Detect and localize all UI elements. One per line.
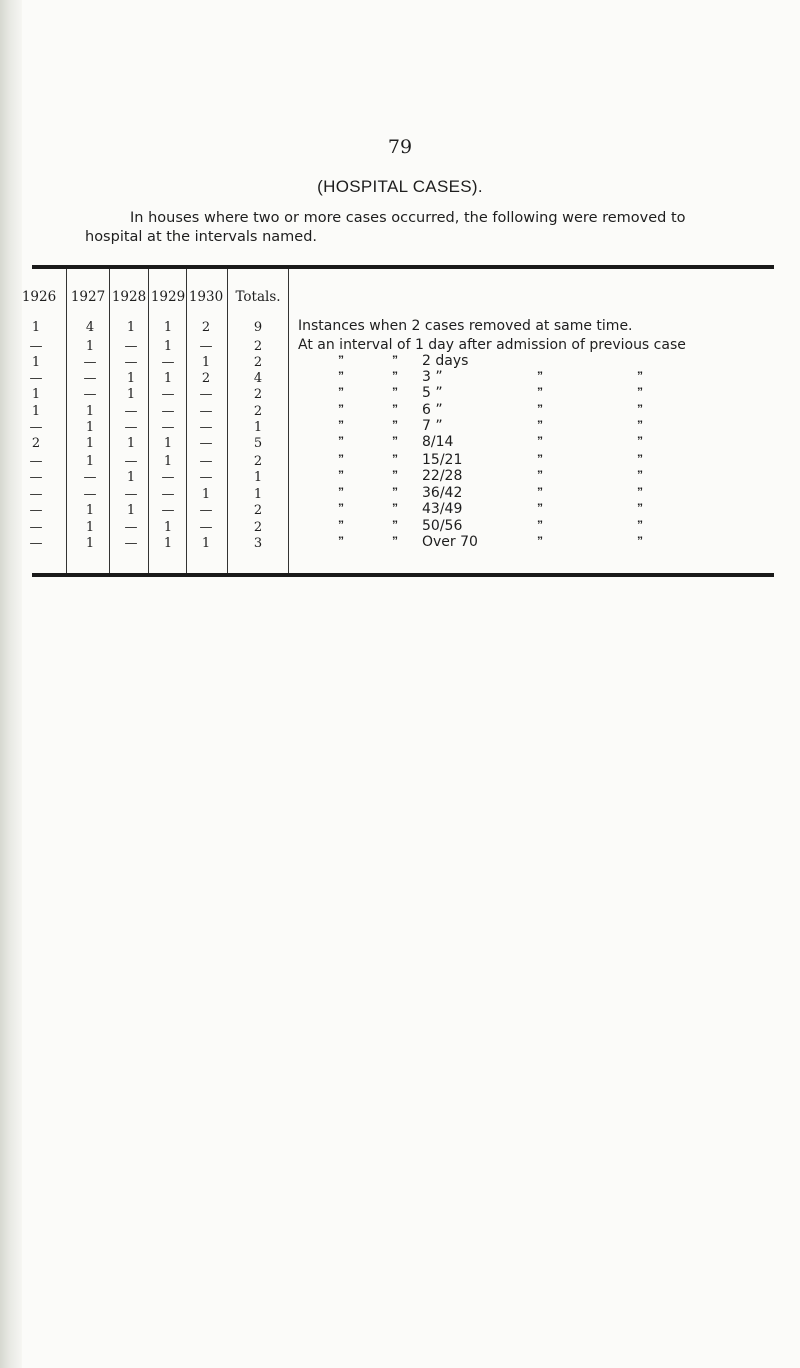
table-cell: —: [199, 520, 213, 535]
table-cell: 1: [85, 520, 95, 535]
table-cell: —: [199, 387, 213, 402]
table-cell: 1: [126, 387, 136, 402]
table-cell: —: [161, 503, 175, 518]
ditto-mark: ”: [392, 369, 398, 383]
table-cell: 1: [163, 520, 173, 535]
column-divider: [66, 269, 67, 573]
table-cell: —: [29, 520, 43, 535]
table-cell: 1: [163, 371, 173, 386]
table-cell: —: [199, 436, 213, 451]
ditto-mark: ”: [392, 434, 398, 448]
interval-label: 15/21: [422, 452, 463, 468]
table-cell: 2: [253, 387, 263, 402]
ditto-mark: ”: [392, 534, 398, 548]
table-cell: 4: [85, 320, 95, 335]
table-cell: 9: [253, 320, 263, 335]
interval-label: 5 ”: [422, 385, 443, 401]
table-cell: 1: [253, 420, 263, 435]
ditto-mark: ”: [537, 518, 543, 532]
ditto-mark: ”: [637, 402, 643, 416]
ditto-mark: ”: [537, 385, 543, 399]
ditto-mark: ”: [537, 369, 543, 383]
table-cell: 2: [31, 436, 41, 451]
table-cell: 2: [253, 454, 263, 469]
ditto-mark: ”: [338, 385, 344, 399]
table-cell: 1: [126, 503, 136, 518]
page-number: 79: [387, 136, 413, 158]
table-cell: —: [199, 470, 213, 485]
table-cell: 1: [201, 355, 211, 370]
interval-label: 8/14: [422, 434, 454, 450]
table-cell: 1: [253, 470, 263, 485]
table-bottom-rule: [32, 573, 774, 577]
table-cell: 1: [163, 339, 173, 354]
ditto-mark: ”: [338, 434, 344, 448]
table-cell: 1: [85, 536, 95, 551]
ditto-mark: ”: [637, 434, 643, 448]
table-cell: —: [124, 355, 138, 370]
table-cell: —: [161, 404, 175, 419]
ditto-mark: ”: [637, 534, 643, 548]
ditto-mark: ”: [637, 369, 643, 383]
table-cell: —: [124, 536, 138, 551]
row-description: Instances when 2 cases removed at same time.: [298, 318, 633, 334]
table-cell: 1: [126, 371, 136, 386]
table-cell: —: [29, 420, 43, 435]
table-cell: 4: [253, 371, 263, 386]
column-divider: [288, 269, 289, 573]
ditto-mark: ”: [392, 468, 398, 482]
table-cell: 1: [163, 320, 173, 335]
ditto-mark: ”: [637, 518, 643, 532]
table-cell: —: [83, 487, 97, 502]
table-cell: 5: [253, 436, 263, 451]
table-cell: 1: [31, 387, 41, 402]
table-cell: 1: [201, 487, 211, 502]
ditto-mark: ”: [338, 534, 344, 548]
table-cell: 1: [31, 320, 41, 335]
interval-label: 3 ”: [422, 369, 443, 385]
ditto-mark: ”: [392, 485, 398, 499]
ditto-mark: ”: [537, 418, 543, 432]
ditto-mark: ”: [392, 353, 398, 367]
interval-label: 6 ”: [422, 402, 443, 418]
table-cell: —: [29, 470, 43, 485]
ditto-mark: ”: [338, 369, 344, 383]
table-cell: 1: [85, 436, 95, 451]
ditto-mark: ”: [637, 501, 643, 515]
table-cell: 1: [85, 339, 95, 354]
table-cell: —: [124, 420, 138, 435]
table-cell: 1: [253, 487, 263, 502]
table-cell: —: [199, 339, 213, 354]
table-cell: —: [29, 339, 43, 354]
table-top-rule: [32, 265, 774, 269]
table-cell: —: [199, 420, 213, 435]
ditto-mark: ”: [338, 468, 344, 482]
ditto-mark: ”: [537, 434, 543, 448]
table-cell: 2: [201, 371, 211, 386]
column-header-1926: 1926: [21, 289, 57, 305]
column-divider: [227, 269, 228, 573]
table-cell: —: [161, 387, 175, 402]
ditto-mark: ”: [637, 485, 643, 499]
ditto-mark: ”: [537, 501, 543, 515]
table-cell: —: [83, 371, 97, 386]
column-header-1927: 1927: [70, 289, 106, 305]
interval-label: 2 days: [422, 353, 469, 369]
table-cell: 1: [126, 470, 136, 485]
ditto-mark: ”: [392, 385, 398, 399]
ditto-mark: ”: [338, 518, 344, 532]
ditto-mark: ”: [392, 452, 398, 466]
table-cell: —: [83, 387, 97, 402]
interval-label: Over 70: [422, 534, 478, 550]
table-cell: 1: [126, 436, 136, 451]
table-cell: 1: [31, 404, 41, 419]
table-cell: —: [83, 355, 97, 370]
table-cell: 2: [253, 404, 263, 419]
ditto-mark: ”: [338, 353, 344, 367]
table-cell: 1: [85, 454, 95, 469]
table-cell: —: [124, 487, 138, 502]
table-cell: —: [199, 503, 213, 518]
ditto-mark: ”: [637, 385, 643, 399]
ditto-mark: ”: [537, 402, 543, 416]
table-cell: 2: [253, 355, 263, 370]
table-cell: 1: [31, 355, 41, 370]
table-cell: 1: [85, 503, 95, 518]
table-cell: —: [124, 520, 138, 535]
table-cell: —: [161, 470, 175, 485]
interval-label: 50/56: [422, 518, 463, 534]
column-header-totals: Totals.: [235, 289, 281, 305]
table-cell: 1: [201, 536, 211, 551]
table-cell: —: [199, 404, 213, 419]
table-cell: —: [124, 404, 138, 419]
ditto-mark: ”: [392, 402, 398, 416]
table-cell: —: [83, 470, 97, 485]
ditto-mark: ”: [537, 485, 543, 499]
ditto-mark: ”: [338, 501, 344, 515]
table-cell: 1: [85, 404, 95, 419]
interval-label: 22/28: [422, 468, 463, 484]
table-cell: 1: [163, 454, 173, 469]
table-cell: 3: [253, 536, 263, 551]
page-heading: (HOSPITAL CASES).: [317, 177, 483, 196]
table-cell: —: [29, 487, 43, 502]
table-cell: —: [29, 503, 43, 518]
table-cell: 2: [253, 520, 263, 535]
interval-label: 43/49: [422, 501, 463, 517]
table-cell: 1: [85, 420, 95, 435]
ditto-mark: ”: [338, 485, 344, 499]
table-cell: —: [29, 454, 43, 469]
ditto-mark: ”: [338, 402, 344, 416]
ditto-mark: ”: [637, 452, 643, 466]
table-cell: —: [161, 487, 175, 502]
page-edge: [0, 0, 22, 1368]
table-cell: 1: [126, 320, 136, 335]
table-cell: —: [29, 371, 43, 386]
table-cell: —: [161, 355, 175, 370]
table-cell: 2: [253, 339, 263, 354]
ditto-mark: ”: [392, 518, 398, 532]
table-cell: —: [199, 454, 213, 469]
table-cell: —: [161, 420, 175, 435]
interval-label: 36/42: [422, 485, 463, 501]
table-cell: 1: [163, 436, 173, 451]
ditto-mark: ”: [537, 534, 543, 548]
ditto-mark: ”: [537, 468, 543, 482]
table-cell: —: [124, 454, 138, 469]
table-cell: —: [29, 536, 43, 551]
ditto-mark: ”: [392, 418, 398, 432]
interval-label: 7 ”: [422, 418, 443, 434]
ditto-mark: ”: [637, 468, 643, 482]
intro-paragraph: In houses where two or more cases occurred, the following were removed to hospital at the intervals named.: [85, 210, 686, 245]
ditto-mark: ”: [637, 418, 643, 432]
ditto-mark: ”: [392, 501, 398, 515]
row-description: At an interval of 1 day after admission of previous case: [298, 337, 686, 353]
table-cell: 1: [163, 536, 173, 551]
table-cell: —: [124, 339, 138, 354]
column-header-1928: 1928: [111, 289, 147, 305]
table-cell: 2: [253, 503, 263, 518]
column-header-1930: 1930: [188, 289, 224, 305]
ditto-mark: ”: [537, 452, 543, 466]
table-cell: 2: [201, 320, 211, 335]
ditto-mark: ”: [338, 418, 344, 432]
ditto-mark: ”: [338, 452, 344, 466]
column-header-1929: 1929: [150, 289, 186, 305]
